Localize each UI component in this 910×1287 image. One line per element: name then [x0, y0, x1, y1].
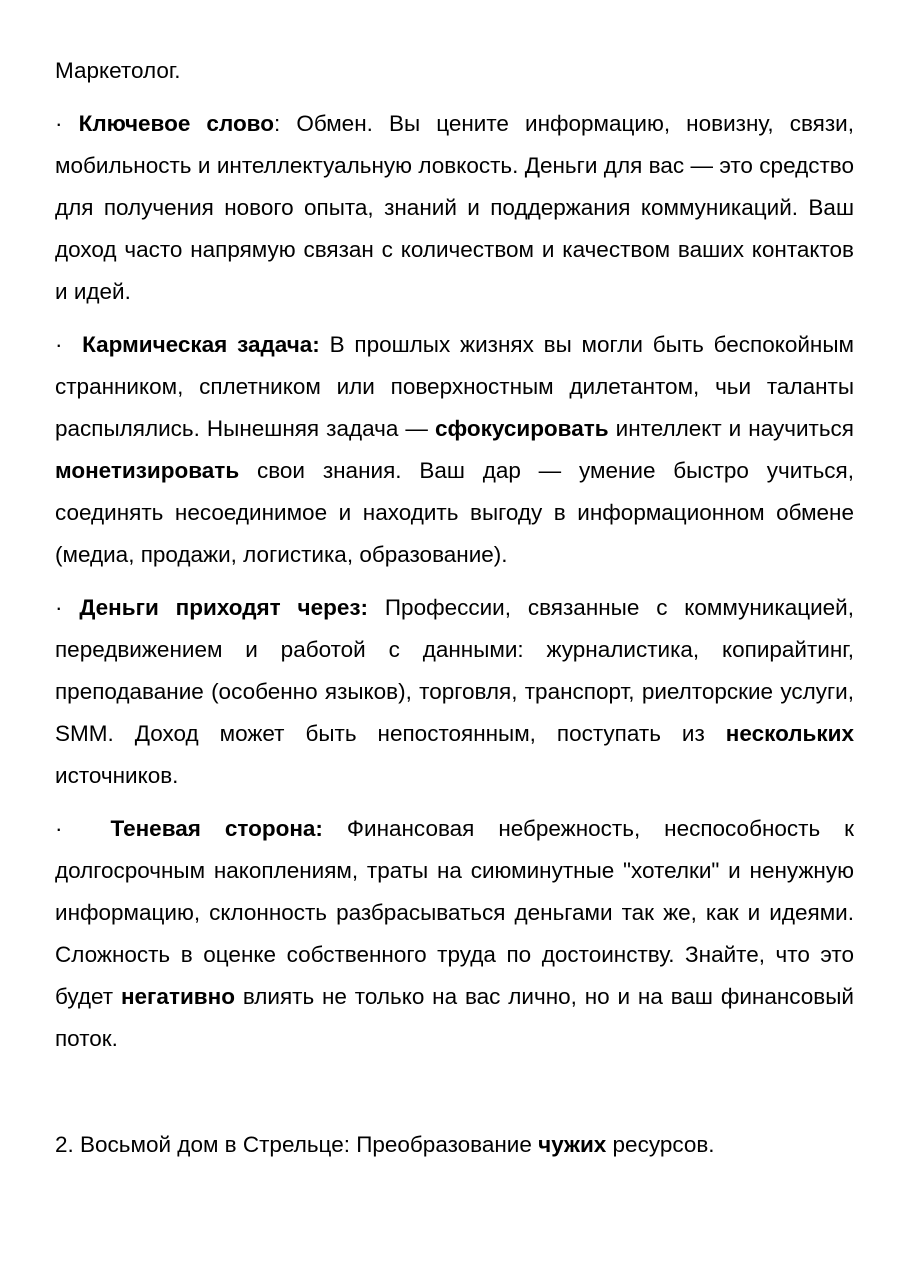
intro-text: Маркетолог. [55, 58, 181, 83]
item-shadow-side [55, 808, 854, 1060]
emphasis: монетизировать [55, 458, 240, 483]
emphasis: негативно [120, 984, 235, 1009]
bullet: · [55, 111, 63, 136]
heading-text: 2. Восьмой дом в Стрельце: Преобразование [55, 1132, 539, 1157]
label-separator: : [273, 111, 281, 136]
item-text: Профессии, связанные с коммуникацией, передвижением и работой с данными: журналистика, копирайтинг, преподавание (особенно языков), торговля, транспорт, риелторские услуги, SMM. Доход может быть непостоянным, поступать из [55, 595, 854, 746]
document-page [55, 50, 854, 1166]
item-text: свои знания. Ваш дар — умение быстро учиться, соединять несоединимое и находить выгоду в информационном обмене (медиа, продажи, логистика, образование). [55, 458, 854, 567]
section-heading [55, 1124, 854, 1166]
item-text: В прошлых жизнях вы могли быть беспокойным странником, сплетником или поверхностным дилетантом, чьи таланты распылялись. Нынешняя задача — [55, 332, 854, 441]
item-text: Обмен. Вы цените информацию, новизну, связи, мобильность и интеллектуальную ловкость. Деньги для вас — это средство для получения нового опыта, знаний и поддержания коммуникаций. Ваш доход часто напрямую связан с количеством и качеством ваших контактов и идей. [55, 111, 854, 304]
item-text: влиять не только на вас лично, но и на ваш финансовый поток. [55, 984, 854, 1051]
item-text: интеллект и научиться [608, 416, 854, 441]
item-text: источников. [55, 763, 179, 788]
heading-text: ресурсов. [606, 1132, 715, 1157]
item-label: Ключевое слово [78, 111, 274, 136]
emphasis: чужих [538, 1132, 607, 1157]
item-label: Теневая сторона: [110, 816, 323, 841]
item-text: Финансовая небрежность, неспособность к долгосрочным накоплениям, траты на сиюминутные "хотелки" и ненужную информацию, склонность разбрасываться деньгами так же, как и идеями. Сложность в оценке собственного труда по достоинству. Знайте, что это будет [55, 816, 854, 1009]
item-label: Деньги приходят через: [79, 595, 369, 620]
bullet: · [55, 816, 63, 841]
item-karmic-task [55, 324, 854, 576]
intro-line [55, 50, 854, 92]
emphasis: сфокусировать [434, 416, 609, 441]
bullet: · [55, 595, 63, 620]
bullet: · [55, 332, 63, 357]
item-keyword [55, 103, 854, 313]
emphasis: нескольких [725, 721, 854, 746]
item-label: Кармическая задача: [82, 332, 320, 357]
item-money-through [55, 587, 854, 797]
